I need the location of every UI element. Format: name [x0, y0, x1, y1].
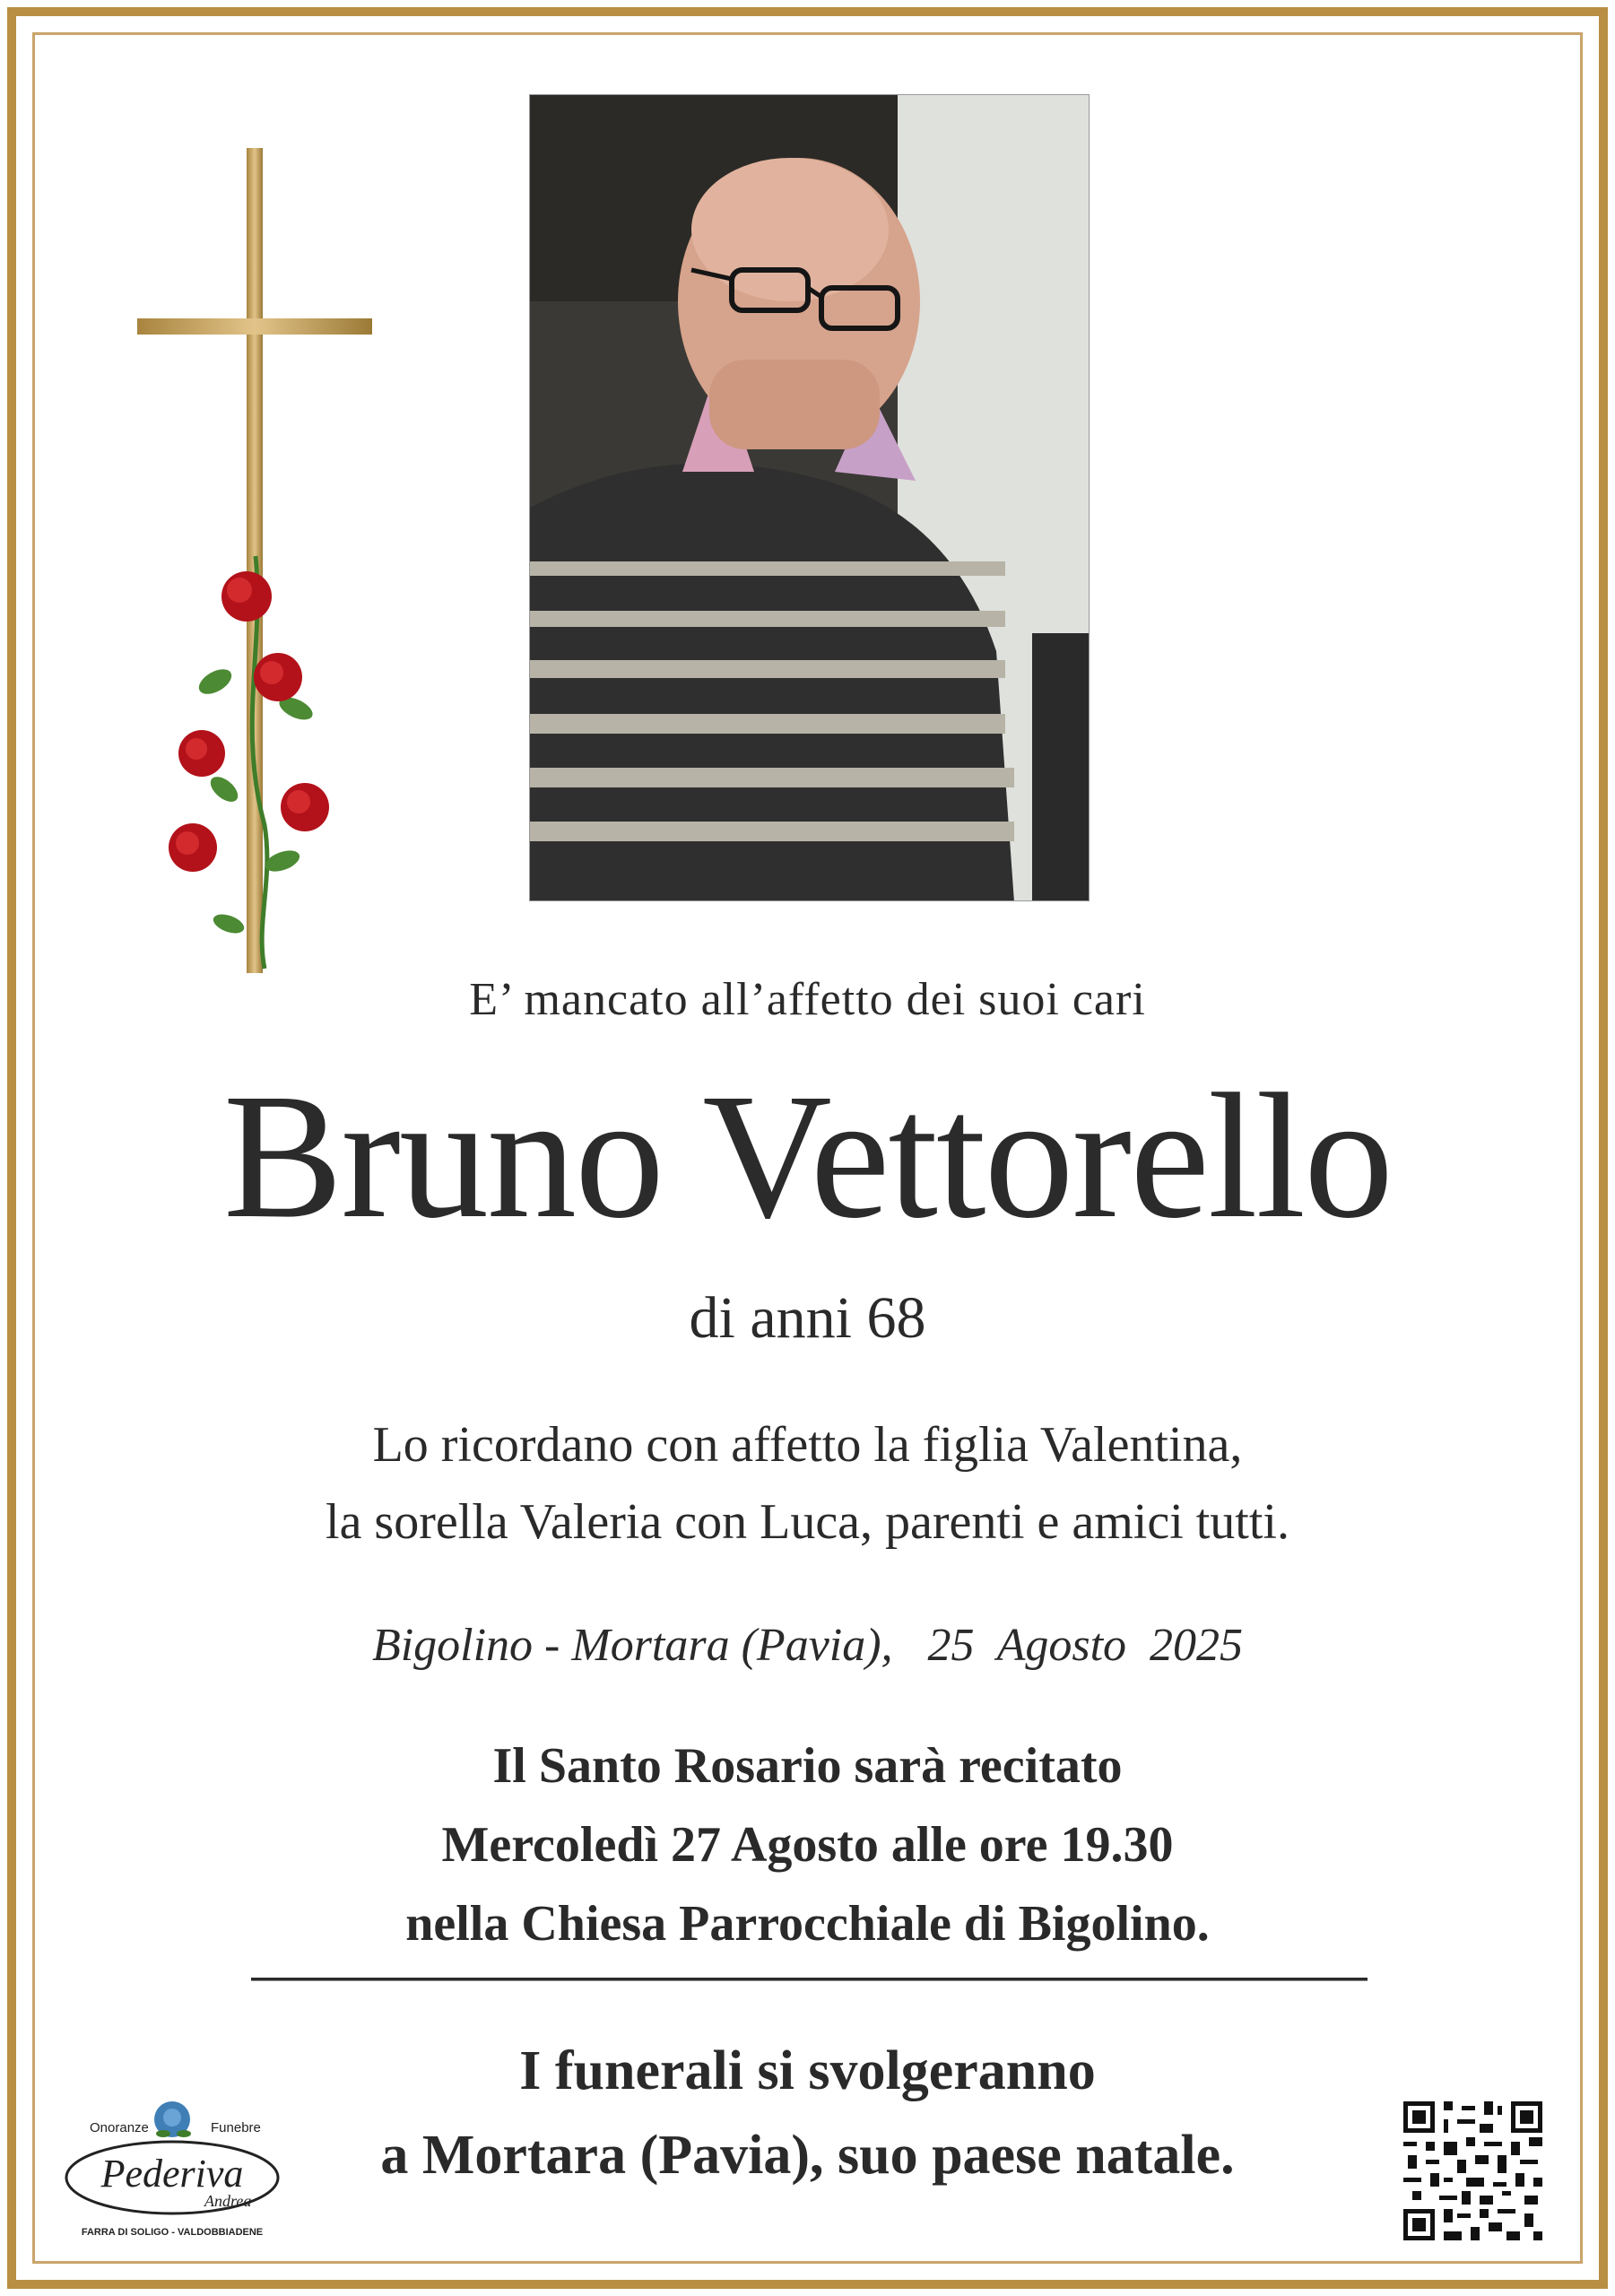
- mourners-line: Lo ricordano con affetto la figlia Valentina,: [372, 1417, 1243, 1473]
- age-text: di anni 68: [689, 1285, 926, 1351]
- rosary-announcement: [0, 1726, 1615, 1963]
- funeral-home-logo: [54, 2094, 291, 2242]
- rosary-line: Il Santo Rosario sarà recitato: [492, 1738, 1123, 1794]
- qr-code-icon[interactable]: [1399, 2097, 1547, 2245]
- funeral-line: a Mortara (Pavia), suo paese natale.: [380, 2125, 1235, 2186]
- cross-icon: [130, 144, 381, 978]
- portrait-photo: [529, 94, 1090, 901]
- divider: [251, 1978, 1368, 1981]
- logo-brand: Pederiva: [100, 2152, 244, 2196]
- rosary-line: Mercoledì 27 Agosto alle ore 19.30: [441, 1817, 1174, 1873]
- intro-text: E’ mancato all’affetto dei suoi cari: [469, 974, 1146, 1025]
- logo-sub: Andrea: [204, 2192, 252, 2210]
- logo-place: FARRA DI SOLIGO - VALDOBBIADENE: [81, 2227, 264, 2238]
- funeral-line: I funerali si svolgeranno: [519, 2040, 1096, 2101]
- logo-text: Onoranze: [90, 2120, 149, 2135]
- mourners-line: la sorella Valeria con Luca, parenti e amici tutti.: [326, 1494, 1289, 1550]
- place-date: Bigolino - Mortara (Pavia), 25 Agosto 2025: [371, 1620, 1244, 1671]
- mourners-text: [0, 1406, 1615, 1561]
- rosary-line: nella Chiesa Parrocchiale di Bigolino.: [405, 1896, 1210, 1952]
- logo-text: Funebre: [211, 2120, 261, 2135]
- deceased-name: Bruno Vettorello: [222, 1057, 1393, 1256]
